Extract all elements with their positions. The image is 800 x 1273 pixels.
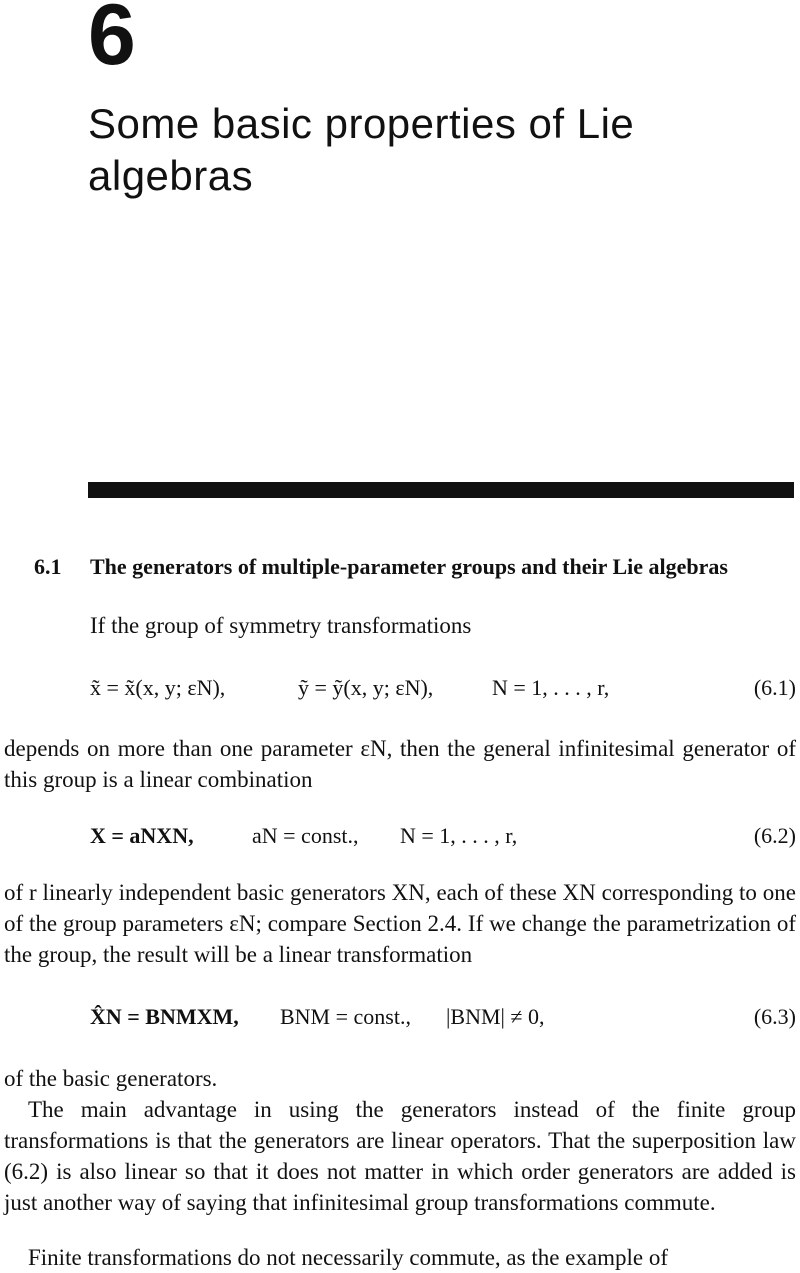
paragraph-basic-generators: of r linearly independent basic generators XN, each of these XN corresponding to one of the group parameters εN; compare Section 2.4. If we change the parametrization of the group, the result will be a linear transformation xyxy=(4,880,796,967)
equation-6-3-part-determinant: |BNM| ≠ 0, xyxy=(446,1004,545,1029)
equation-6-2-part-range: N = 1, . . . , r, xyxy=(400,823,518,848)
section-title: The generators of multiple-parameter groups and their Lie algebras xyxy=(90,554,728,579)
equation-6-1 xyxy=(90,672,796,704)
equation-6-2-number: (6.2) xyxy=(753,823,796,848)
chapter-title: Some basic properties of Lie algebras xyxy=(88,100,635,199)
equation-6-1-part-x: x̃ = x̃(x, y; εN), xyxy=(90,675,226,700)
equation-6-1-part-y: ỹ = ỹ(x, y; εN), xyxy=(298,675,434,700)
paragraph-advantage: The main advantage in using the generators instead of the finite group transformations is that the generators are linear operators. That the superposition law (6.2) is also linear so that it does not matter in which order generators are added is just another way of saying that infinitesimal group transformations commute. xyxy=(4,1097,796,1215)
equation-6-3 xyxy=(90,1001,796,1033)
chapter-rule xyxy=(88,482,794,498)
equation-6-1-part-range: N = 1, . . . , r, xyxy=(492,675,610,700)
chapter-number: 6 xyxy=(88,0,136,83)
paragraph-basic-generators-end: of the basic generators. xyxy=(4,1066,218,1091)
equation-6-1-number: (6.1) xyxy=(753,675,796,700)
paragraph-generator: depends on more than one parameter εN, then the general infinitesimal generator of this group is a linear combination xyxy=(4,736,796,792)
paragraph-intro: If the group of symmetry transformations xyxy=(90,613,472,638)
equation-6-2 xyxy=(90,820,796,852)
paragraph-finite: Finite transformations do not necessarily commute, as the example of xyxy=(28,1245,669,1270)
section-number: 6.1 xyxy=(34,554,62,579)
equation-6-3-number: (6.3) xyxy=(753,1004,796,1029)
equation-6-3-part-const: BNM = const., xyxy=(280,1004,411,1029)
equation-6-2-part-const: aN = const., xyxy=(252,823,359,848)
equation-6-2-part-combination: X = aNXN, xyxy=(90,823,194,848)
equation-6-3-part-transform: X̂N = BNMXM, xyxy=(90,1004,239,1029)
